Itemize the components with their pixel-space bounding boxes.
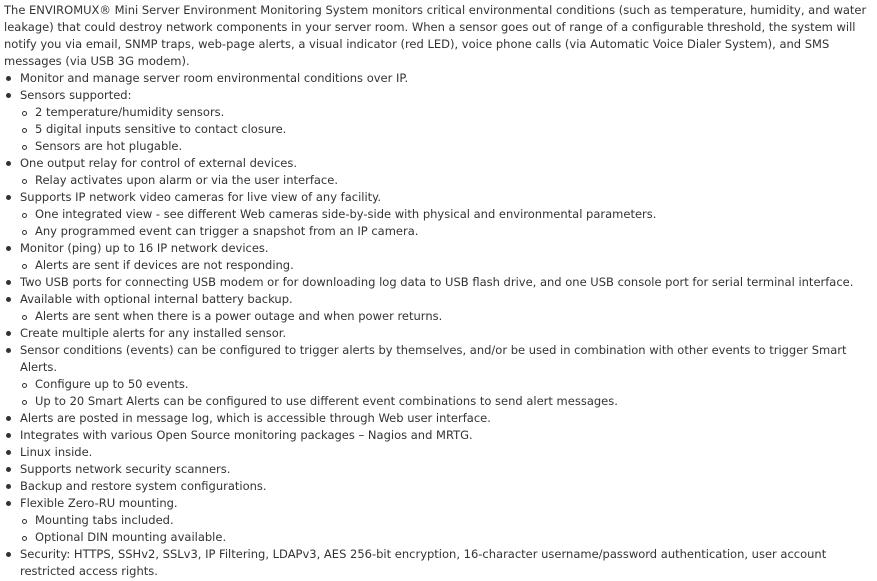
sub-feature-item (20, 257, 873, 274)
feature-item (4, 546, 873, 580)
sub-feature-list (20, 376, 873, 410)
sub-feature-item (20, 121, 873, 138)
circle-bullet-icon (22, 315, 27, 320)
feature-text: Integrates with various Open Source monitoring packages – Nagios and MRTG. (20, 428, 473, 442)
bullet-icon (6, 93, 11, 98)
bullet-icon (6, 331, 11, 336)
sub-feature-item (20, 376, 873, 393)
feature-text: Monitor (ping) up to 16 IP network devices. (20, 241, 269, 255)
sub-feature-text: 5 digital inputs sensitive to contact closure. (35, 122, 287, 136)
bullet-icon (6, 416, 11, 421)
bullet-icon (6, 348, 11, 353)
feature-text: Create multiple alerts for any installed sensor. (20, 326, 287, 340)
bullet-icon (6, 195, 11, 200)
sub-feature-text: 2 temperature/humidity sensors. (35, 105, 225, 119)
feature-text: Monitor and manage server room environmental conditions over IP. (20, 71, 409, 85)
feature-text: Available with optional internal battery backup. (20, 292, 293, 306)
bullet-icon (6, 280, 11, 285)
sub-feature-list (20, 512, 873, 546)
intro-paragraph: The ENVIROMUX® Mini Server Environment Monitoring System monitors critical environmental conditions (such as temperature, humidity, and water leakage) that could destroy network components in your server room. When a sensor goes out of range of a configurable threshold, the system will notify you via email, SNMP traps, web-page alerts, a visual indicator (red LED), voice phone calls (via Automatic Voice Dialer System), and SMS messages (via USB 3G modem). (4, 3, 867, 68)
sub-feature-text: Mounting tabs included. (35, 513, 174, 527)
bullet-icon (6, 467, 11, 472)
feature-item (4, 342, 873, 410)
feature-item (4, 461, 873, 478)
sub-feature-text: One integrated view - see different Web cameras side-by-side with physical and environmental parameters. (35, 207, 657, 221)
feature-item (4, 495, 873, 546)
circle-bullet-icon (22, 111, 27, 116)
bullet-icon (6, 484, 11, 489)
feature-text: One output relay for control of external devices. (20, 156, 298, 170)
circle-bullet-icon (22, 179, 27, 184)
circle-bullet-icon (22, 264, 27, 269)
feature-text: Linux inside. (20, 445, 93, 459)
circle-bullet-icon (22, 383, 27, 388)
feature-item (4, 325, 873, 342)
sub-feature-list (20, 104, 873, 155)
circle-bullet-icon (22, 400, 27, 405)
sub-feature-item (20, 512, 873, 529)
feature-text: Supports IP network video cameras for live view of any facility. (20, 190, 381, 204)
bullet-icon (6, 501, 11, 506)
sub-feature-text: Sensors are hot plugable. (35, 139, 183, 153)
feature-text: Flexible Zero-RU mounting. (20, 496, 178, 510)
feature-text: Supports network security scanners. (20, 462, 231, 476)
feature-item (4, 189, 873, 240)
feature-item (4, 274, 873, 291)
sub-feature-item (20, 308, 873, 325)
circle-bullet-icon (22, 230, 27, 235)
feature-item (4, 87, 873, 155)
circle-bullet-icon (22, 145, 27, 150)
circle-bullet-icon (22, 536, 27, 541)
sub-feature-list (20, 206, 873, 240)
bullet-icon (6, 450, 11, 455)
sub-feature-text: Optional DIN mounting available. (35, 530, 227, 544)
sub-feature-text: Any programmed event can trigger a snapshot from an IP camera. (35, 224, 419, 238)
feature-text: Security: HTTPS, SSHv2, SSLv3, IP Filtering, LDAPv3, AES 256-bit encryption, 16-character username/password authentication, user account restricted access rights. (20, 547, 827, 578)
feature-item (4, 427, 873, 444)
sub-feature-text: Relay activates upon alarm or via the user interface. (35, 173, 338, 187)
circle-bullet-icon (22, 519, 27, 524)
bullet-icon (6, 246, 11, 251)
feature-item (4, 240, 873, 274)
sub-feature-item (20, 138, 873, 155)
sub-feature-item (20, 223, 873, 240)
circle-bullet-icon (22, 213, 27, 218)
feature-item (4, 444, 873, 461)
sub-feature-text: Alerts are sent if devices are not responding. (35, 258, 294, 272)
sub-feature-text: Alerts are sent when there is a power outage and when power returns. (35, 309, 443, 323)
sub-feature-item (20, 529, 873, 546)
sub-feature-list (20, 257, 873, 274)
sub-feature-item (20, 172, 873, 189)
feature-text: Two USB ports for connecting USB modem or for downloading log data to USB flash drive, and one USB console port for serial terminal interface. (20, 275, 854, 289)
feature-item (4, 291, 873, 325)
feature-text: Backup and restore system configurations. (20, 479, 267, 493)
sub-feature-text: Configure up to 50 events. (35, 377, 189, 391)
feature-item (4, 478, 873, 495)
bullet-icon (6, 161, 11, 166)
feature-item (4, 70, 873, 87)
bullet-icon (6, 433, 11, 438)
feature-item (4, 155, 873, 189)
bullet-icon (6, 76, 11, 81)
sub-feature-item (20, 393, 873, 410)
bullet-icon (6, 297, 11, 302)
sub-feature-list (20, 172, 873, 189)
feature-text: Sensor conditions (events) can be configured to trigger alerts by themselves, and/or be used in combination with other events to trigger Smart Alerts. (20, 343, 847, 374)
bullet-icon (6, 552, 11, 557)
sub-feature-list (20, 308, 873, 325)
sub-feature-item (20, 104, 873, 121)
sub-feature-item (20, 206, 873, 223)
circle-bullet-icon (22, 128, 27, 133)
feature-text: Sensors supported: (20, 88, 132, 102)
feature-list (4, 70, 873, 580)
feature-item (4, 410, 873, 427)
feature-text: Alerts are posted in message log, which is accessible through Web user interface. (20, 411, 491, 425)
sub-feature-text: Up to 20 Smart Alerts can be configured to use different event combinations to send alert messages. (35, 394, 618, 408)
